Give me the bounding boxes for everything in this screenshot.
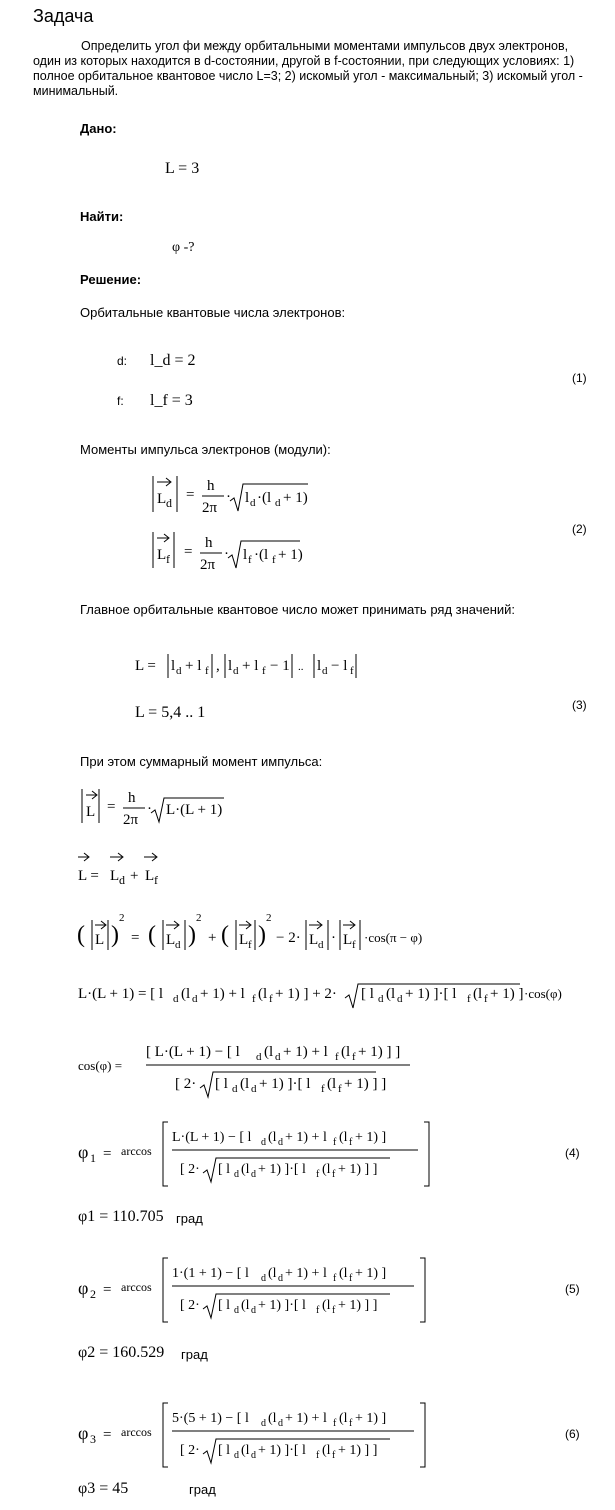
svg-text:h: h [128,790,136,806]
svg-text:f: f [166,552,170,566]
svg-text:(l: (l [264,1044,274,1060]
find-label: Найти: [80,209,124,224]
svg-text:+ 1) + l: + 1) + l [285,1130,327,1145]
svg-text:(: ( [77,922,85,948]
svg-text:f: f [248,939,252,951]
svg-text:,: , [216,658,220,674]
svg-text:+ 1) ] ]: + 1) ] ] [338,1162,378,1177]
solution-label: Решение: [80,272,142,287]
svg-text:+: + [130,868,139,884]
svg-text:5·(5 + 1) − [ l: 5·(5 + 1) − [ l [172,1411,249,1426]
svg-text:[ 2·: [ 2· [180,1298,200,1313]
page-title: Задача [33,6,94,26]
formula-moment-lf [153,532,303,573]
svg-text:f: f [316,1305,320,1316]
lf-expression: l_f = 3 [150,392,193,409]
svg-text:f: f [352,1051,356,1063]
equation-number-1: (1) [572,371,587,385]
svg-text:f: f [154,873,158,887]
svg-text:+ 1) ]·[ l: + 1) ]·[ l [259,1076,311,1092]
svg-text:+ 1) ] ]: + 1) ] ] [338,1298,378,1313]
svg-text:d: d [166,496,172,510]
svg-text:f: f [332,1450,336,1461]
svg-text:(l: (l [241,1298,250,1313]
svg-text:(l: (l [339,1266,348,1281]
svg-text:[ L·(L + 1) − [ l: [ L·(L + 1) − [ l [146,1044,240,1060]
svg-text:(l: (l [322,1443,331,1458]
svg-text:+ l: + l [242,658,259,674]
svg-text:=: = [103,1282,112,1298]
svg-text:L: L [95,932,105,948]
formula-vector-sum [78,853,158,887]
svg-text:d: d [234,1450,239,1461]
svg-text:(l: (l [181,986,191,1002]
svg-text:..: .. [298,661,304,673]
svg-text:(l: (l [241,1162,250,1177]
svg-text:l: l [171,658,176,674]
svg-text:[ l: [ l [218,1162,231,1177]
svg-text:=: = [103,1146,112,1162]
svg-text:=: = [107,799,116,815]
svg-text:[ l: [ l [215,1076,228,1092]
svg-text:·: · [147,801,152,817]
given-label: Дано: [80,121,117,136]
svg-text:(l: (l [386,986,396,1002]
svg-text:L: L [86,804,96,820]
svg-text:f: f [338,1083,342,1095]
svg-text:L: L [166,932,176,948]
svg-text:): ) [111,922,119,948]
svg-text:(l: (l [241,1443,250,1458]
svg-text:·(l: ·(l [257,490,272,506]
equation-number-5: (5) [565,1282,580,1296]
svg-text:φ: φ [78,1423,89,1443]
svg-text:f: f [248,554,252,566]
svg-text:3: 3 [90,1432,96,1446]
svg-text:d: d [250,497,256,509]
problem-statement: Определить угол фи между орбитальными моментами импульсов двух электронов, один из которых находится в d-состоянии, другой в f-состоянии, при следующих условиях: 1) полное орбитальное квантовое число L=3; 2) искомый угол - максимальный; 3) искомый угол - минимальный. [33,39,583,98]
svg-text:d: d [397,993,403,1005]
svg-text:f: f [332,1305,336,1316]
svg-text:f: f [272,554,276,566]
svg-text:(l: (l [339,1130,348,1145]
equation-number-6: (6) [565,1427,580,1441]
svg-text:(l: (l [268,1130,277,1145]
svg-text:2π: 2π [202,500,218,516]
orbital-numbers-text: Орбитальные квантовые числа электронов: [80,305,346,320]
svg-text:d: d [173,993,179,1005]
svg-text:f: f [316,1450,320,1461]
svg-text:d: d [322,665,328,677]
svg-text:d: d [119,873,125,887]
svg-text:d: d [233,665,239,677]
ld-expression: l_d = 2 [150,352,196,369]
svg-text:): ) [188,922,196,948]
formula-moment-ld [153,476,308,516]
svg-text:d: d [234,1169,239,1180]
svg-text:d: d [251,1450,256,1461]
svg-text:f: f [484,993,488,1005]
total-moment-text: При этом суммарный момент импульса: [80,754,323,769]
svg-text:+ 1) ]·[ l: + 1) ]·[ l [405,986,457,1002]
svg-text:[ l: [ l [218,1443,231,1458]
svg-text:d: d [251,1305,256,1316]
svg-text:l: l [228,658,233,674]
svg-text:+ 1): + 1) [278,547,303,563]
moments-text: Моменты импульса электронов (модули): [80,442,331,457]
svg-text:L: L [343,932,353,948]
svg-text:L: L [110,868,120,884]
svg-text:f: f [333,1273,337,1284]
svg-text:·: · [224,546,229,562]
formula-total-moment [82,789,224,828]
svg-text:): ) [258,922,266,948]
svg-text:L: L [145,868,155,884]
formula-cos-phi [78,1044,410,1097]
svg-text:f: f [262,665,266,677]
svg-text:h: h [207,478,215,494]
svg-text:d: d [278,1273,283,1284]
svg-text:f: f [252,993,256,1005]
svg-text:+ 1) + l: + 1) + l [285,1266,327,1281]
svg-text:d: d [275,1051,281,1063]
svg-text:2: 2 [196,912,202,924]
phi2-result: φ2 = 160.529 [78,1344,165,1361]
svg-text:+ 1) + l: + 1) + l [285,1411,327,1426]
svg-text:l: l [317,658,322,674]
svg-text:(l: (l [268,1411,277,1426]
svg-text:f: f [333,1137,337,1148]
svg-text:d: d [261,1137,266,1148]
svg-text:φ: φ [78,1142,89,1162]
svg-text:f: f [316,1169,320,1180]
svg-text:(l: (l [339,1411,348,1426]
svg-text:d: d [175,939,181,951]
svg-text:+ 1) ]: + 1) ] [355,1266,387,1281]
svg-text:=: = [184,544,193,560]
svg-text:L·(L + 1): L·(L + 1) [166,802,223,818]
svg-text:f: f [350,665,354,677]
svg-text:+ 1) ] + 2·: + 1) ] + 2· [275,986,337,1002]
svg-text:d: d [234,1305,239,1316]
svg-text:L =: L = [78,868,99,884]
svg-text:φ: φ [78,1278,89,1298]
svg-text:(l: (l [322,1298,331,1313]
given-expression: L = 3 [165,160,200,177]
svg-text:f: f [352,939,356,951]
svg-text:d: d [251,1169,256,1180]
svg-text:2: 2 [119,912,125,924]
equation-number-2: (2) [572,522,587,536]
svg-text:·: · [331,930,336,946]
svg-text:L: L [239,932,249,948]
svg-text:L·(L + 1) = [ l: L·(L + 1) = [ l [78,986,164,1002]
svg-text:h: h [205,535,213,551]
svg-text:(l: (l [322,1162,331,1177]
svg-text:arccos: arccos [121,1425,152,1439]
svg-text:d: d [232,1083,238,1095]
svg-text:+: + [208,930,217,946]
svg-text:(: ( [221,922,229,948]
svg-text:=: = [131,930,140,946]
svg-text:l: l [245,490,250,506]
equation-number-3: (3) [572,698,587,712]
formula-phi3 [78,1403,425,1467]
svg-text:[ 2·: [ 2· [180,1162,200,1177]
svg-text:+ 1) ] ]: + 1) ] ] [338,1443,378,1458]
svg-text:+ 1) ]·[ l: + 1) ]·[ l [258,1298,306,1313]
svg-text:+ 1) ] ]: + 1) ] ] [344,1076,387,1092]
svg-text:d: d [261,1418,266,1429]
svg-text:f: f [269,993,273,1005]
svg-text:− 1: − 1 [270,658,290,674]
svg-text:L: L [309,932,319,948]
svg-text:=: = [103,1427,112,1443]
svg-text:d: d [318,939,324,951]
svg-text:d: d [275,497,281,509]
svg-text:f: f [321,1083,325,1095]
formula-expanded [78,984,562,1008]
svg-text:d: d [256,1051,262,1063]
formula-phi1 [78,1122,429,1186]
svg-text:[ 2·: [ 2· [180,1443,200,1458]
svg-text:·cos(π − φ): ·cos(π − φ) [364,930,423,945]
svg-text:+ 1): + 1) [283,490,308,506]
svg-text:+ 1) + l: + 1) + l [283,1044,328,1060]
svg-text:[ l: [ l [218,1298,231,1313]
svg-text:(l: (l [258,986,268,1002]
svg-text:[ l: [ l [361,986,374,1002]
svg-text:− 2·: − 2· [276,930,301,946]
f-state-label: f: [117,394,124,408]
svg-text:− l: − l [331,658,348,674]
svg-text:·: · [226,489,231,505]
svg-text:2: 2 [266,912,272,924]
phi3-result: φ3 = 45 [78,1480,129,1497]
svg-text:L·(L + 1) − [ l: L·(L + 1) − [ l [172,1130,252,1145]
svg-text:+ 1) + l: + 1) + l [200,986,245,1002]
svg-text:(l: (l [268,1266,277,1281]
svg-text:(: ( [148,922,156,948]
svg-text:f: f [349,1137,353,1148]
svg-text:[ 2·: [ 2· [175,1076,197,1092]
svg-text:f: f [205,665,209,677]
svg-text:1: 1 [90,1151,96,1165]
formula-cosine-law [77,912,422,951]
phi3-unit: град [189,1482,216,1497]
svg-text:arccos: arccos [121,1144,152,1158]
svg-text:L: L [157,547,167,563]
svg-text:2π: 2π [200,557,216,573]
svg-text:l: l [243,547,248,563]
svg-text:+ 1) ]: + 1) ] [490,986,524,1002]
svg-text:·cos(φ): ·cos(φ) [524,986,562,1001]
svg-text:(l: (l [240,1076,250,1092]
svg-text:f: f [349,1418,353,1429]
svg-text:(l: (l [327,1076,337,1092]
svg-text:+ 1) ]·[ l: + 1) ]·[ l [258,1443,306,1458]
svg-text:+ 1) ] ]: + 1) ] ] [358,1044,401,1060]
svg-text:2: 2 [90,1287,96,1301]
svg-text:cos(φ) =: cos(φ) = [78,1058,123,1073]
L-values: L = 5,4 .. 1 [135,704,206,721]
svg-text:L =: L = [135,658,156,674]
svg-text:d: d [192,993,198,1005]
svg-text:f: f [467,993,471,1005]
svg-text:(l: (l [341,1044,351,1060]
phi1-unit: град [176,1211,203,1226]
svg-text:L: L [157,491,167,507]
svg-text:d: d [176,665,182,677]
svg-text:arccos: arccos [121,1280,152,1294]
d-state-label: d: [117,354,128,368]
svg-text:+ 1) ]·[ l: + 1) ]·[ l [258,1162,306,1177]
svg-text:f: f [349,1273,353,1284]
phi1-result: φ1 = 110.705 [78,1208,164,1225]
svg-text:·(l: ·(l [254,547,269,563]
svg-text:f: f [335,1051,339,1063]
svg-text:+ 1) ]: + 1) ] [355,1411,387,1426]
svg-text:+ l: + l [185,658,202,674]
svg-text:+ 1) ]: + 1) ] [355,1130,387,1145]
main-number-text: Главное орбитальные квантовое число может принимать ряд значений: [80,602,516,617]
svg-text:(l: (l [473,986,483,1002]
svg-text:d: d [378,993,384,1005]
formula-phi2 [78,1258,425,1322]
equation-number-4: (4) [565,1146,580,1160]
svg-text:=: = [186,487,195,503]
svg-text:d: d [278,1137,283,1148]
formula-L-range [135,654,356,678]
svg-text:d: d [251,1083,257,1095]
svg-text:1·(1 + 1) − [ l: 1·(1 + 1) − [ l [172,1266,249,1281]
svg-text:2π: 2π [123,812,139,828]
svg-text:f: f [333,1418,337,1429]
svg-text:f: f [332,1169,336,1180]
svg-text:d: d [278,1418,283,1429]
svg-text:d: d [261,1273,266,1284]
find-expression: φ -? [172,240,195,255]
phi2-unit: град [181,1347,208,1362]
